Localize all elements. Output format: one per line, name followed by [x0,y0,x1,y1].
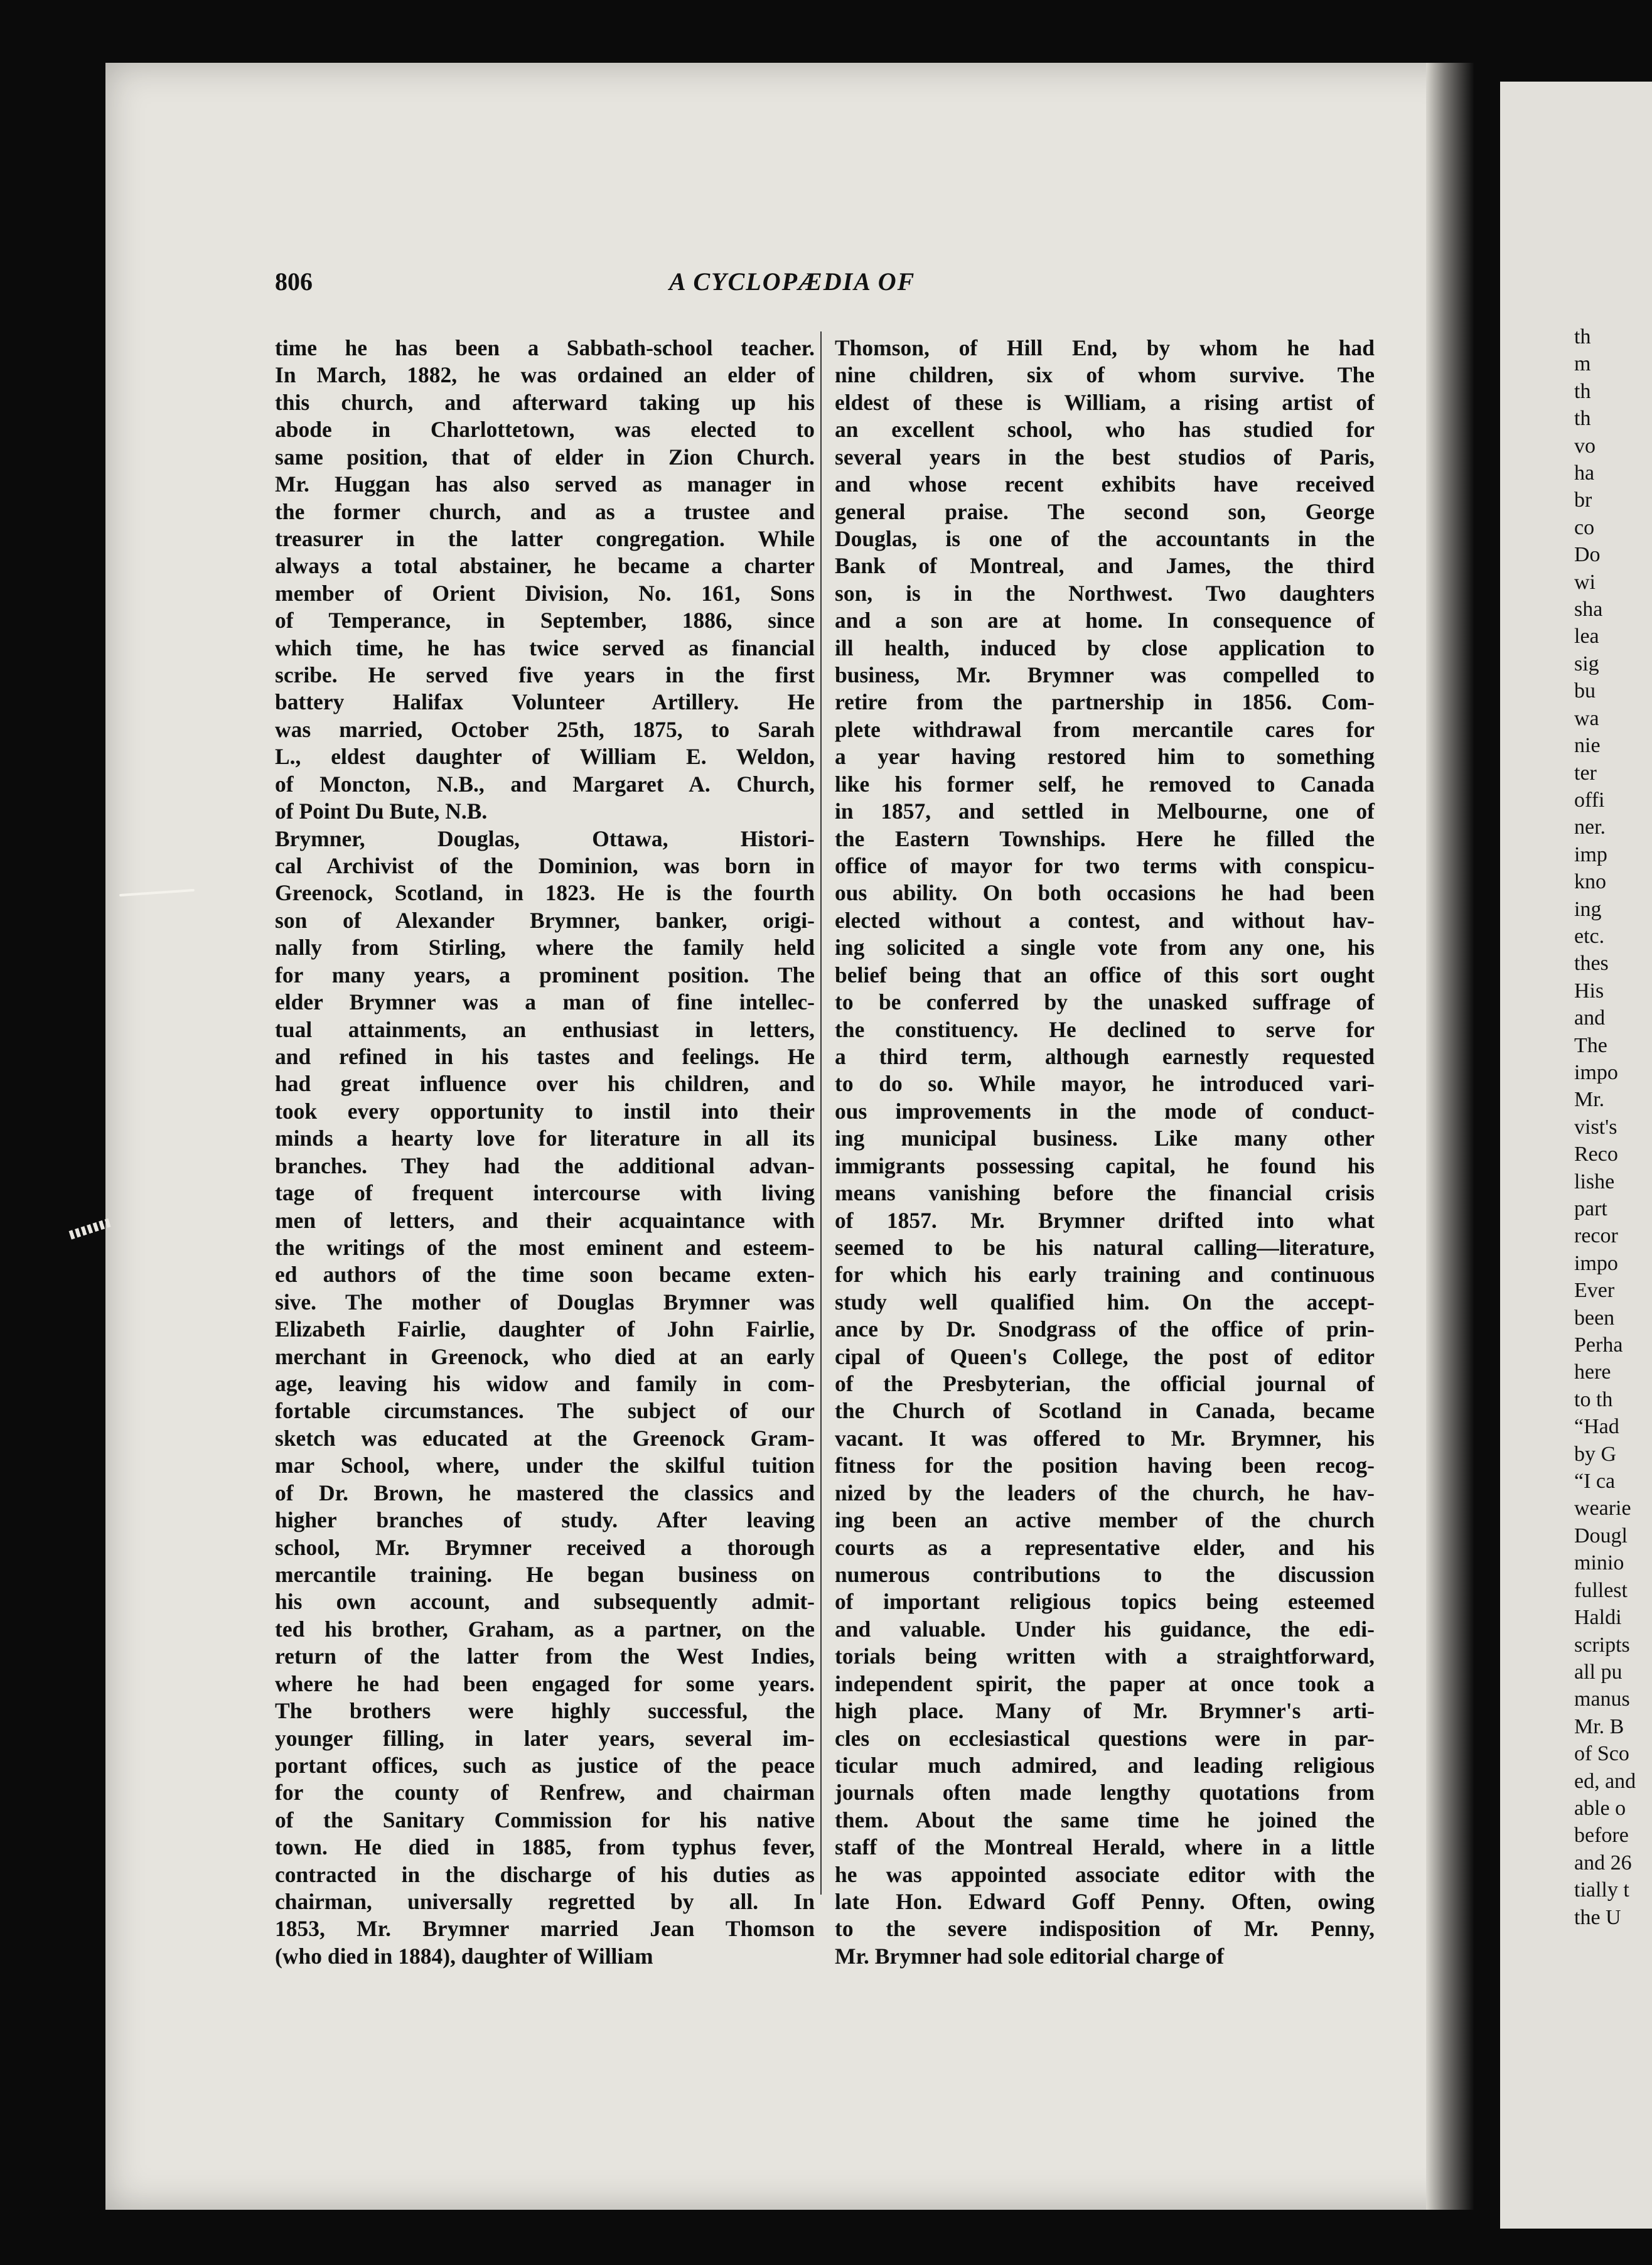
text-line: torials being written with a straightforward, [835,1644,1375,1669]
text-line: cal Archivist of the Dominion, was born in [275,853,815,879]
text-line: for which his early training and continuous [835,1262,1375,1288]
next-page-fragment: Mr. [1574,1088,1605,1112]
text-line: ill health, induced by close application to [835,635,1375,660]
text-line: In March, 1882, he was ordained an elder of [275,362,815,388]
text-line: treasurer in the latter congregation. While [275,525,815,551]
text-line: an excellent school, who has studied for [835,417,1375,443]
next-page-fragment: th [1574,379,1591,403]
next-page-edge [1500,82,1652,2229]
right-text-column [835,335,1375,1970]
next-page-fragment: impo [1574,1060,1618,1084]
next-page-fragment: and [1574,1006,1606,1030]
text-line: for the county of Renfrew, and chairman [275,1780,815,1805]
next-page-fragment: all pu [1574,1660,1622,1684]
text-line: younger filling, in later years, several im- [275,1725,815,1751]
text-line: numerous contributions to the discussion [835,1561,1375,1587]
text-line: the writings of the most eminent and esteem- [275,1234,815,1260]
next-page-fragment: Mr. B [1574,1714,1624,1738]
next-page-fragment: br [1574,488,1592,512]
text-line: portant offices, such as justice of the peace [275,1752,815,1778]
text-line: ous improvements in the mode of conduct- [835,1098,1375,1124]
next-page-fragment: His [1574,979,1604,1003]
text-line: and whose recent exhibits have received [835,471,1375,497]
text-line: staff of the Montreal Herald, where in a little [835,1834,1375,1860]
text-line: Bank of Montreal, and James, the third [835,553,1375,579]
text-line: courts as a representative elder, and his [835,1534,1375,1560]
text-line: (who died in 1884), daughter of William [275,1943,653,1969]
next-page-fragment: impo [1574,1251,1618,1275]
text-line: son of Alexander Brymner, banker, origi- [275,907,815,933]
text-line: took every opportunity to instil into their [275,1098,815,1124]
next-page-fragment: Ever [1574,1279,1615,1303]
text-line: of Temperance, in September, 1886, since [275,608,815,633]
next-page-fragment: ha [1574,461,1595,485]
next-page-fragment: manus [1574,1687,1630,1711]
next-page-fragment: ed, and [1574,1769,1636,1793]
next-page-fragment: and 26 [1574,1851,1632,1875]
text-line: a third term, although earnestly requested [835,1043,1375,1069]
next-page-fragment: th [1574,325,1591,348]
next-page-fragment: part [1574,1197,1607,1220]
next-page-fragment: minio [1574,1551,1624,1575]
text-line: ing been an active member of the church [835,1507,1375,1533]
next-page-fragment: vo [1574,434,1596,458]
text-line: office of mayor for two terms with conspicu- [835,853,1375,879]
next-page-fragment: The [1574,1033,1607,1057]
page-gutter-shadow [1426,63,1474,2210]
text-line: L., eldest daughter of William E. Weldon, [275,744,815,770]
next-page-fragment: etc. [1574,924,1605,948]
text-line: several years in the best studios of Paris, [835,444,1375,470]
text-line: high place. Many of Mr. Brymner's arti- [835,1698,1375,1724]
text-line: town. He died in 1885, from typhus fever, [275,1834,815,1860]
text-line: the Church of Scotland in Canada, became [835,1398,1375,1424]
next-page-fragment: ter [1574,761,1597,785]
text-line: time he has been a Sabbath-school teacher. [275,335,815,360]
next-page-fragment: lea [1574,625,1599,648]
text-line: seemed to be his natural calling—literature, [835,1234,1375,1260]
text-line: tage of frequent intercourse with living [275,1180,815,1206]
next-page-fragment: Do [1574,543,1601,567]
next-page-fragment: sha [1574,598,1603,621]
text-line: his own account, and subsequently admit- [275,1589,815,1615]
text-line: study well qualified him. On the accept- [835,1289,1375,1315]
text-line: contracted in the discharge of his duties as [275,1861,815,1887]
text-line: ted his brother, Graham, as a partner, on the [275,1616,815,1642]
text-line: ticular much admired, and leading religious [835,1752,1375,1778]
text-line: return of the latter from the West Indies, [275,1644,815,1669]
page-number: 806 [275,267,313,296]
next-page-fragment: vist's [1574,1115,1617,1139]
text-line: of important religious topics being esteemed [835,1589,1375,1615]
text-line: had great influence over his children, and [275,1071,815,1097]
text-line: and a son are at home. In consequence of [835,608,1375,633]
text-line: nized by the leaders of the church, he hav- [835,1480,1375,1505]
text-line: plete withdrawal from mercantile cares for [835,716,1375,742]
text-line: to the severe indisposition of Mr. Penny, [835,1916,1375,1942]
text-line: the former church, and as a trustee and [275,498,815,524]
text-line: was married, October 25th, 1875, to Sarah [275,716,815,742]
text-line: a year having restored him to something [835,744,1375,770]
next-page-fragment: here [1574,1360,1611,1384]
text-line: minds a hearty love for literature in all its [275,1126,815,1151]
next-page-fragment: lishe [1574,1170,1615,1193]
text-line: 1853, Mr. Brymner married Jean Thomson [275,1916,815,1942]
text-line: Elizabeth Fairlie, daughter of John Fairlie, [275,1316,815,1342]
next-page-fragment: Perha [1574,1333,1623,1357]
next-page-fragment: wa [1574,706,1599,730]
column-divider [820,331,822,1895]
text-line: Greenock, Scotland, in 1823. He is the fourth [275,880,815,906]
text-line: vacant. It was offered to Mr. Brymner, his [835,1425,1375,1451]
text-line: late Hon. Edward Goff Penny. Often, owing [835,1889,1375,1915]
text-line: the constituency. He declined to serve for [835,1016,1375,1042]
text-line: higher branches of study. After leaving [275,1507,815,1533]
text-line: and refined in his tastes and feelings. He [275,1043,815,1069]
next-page-fragment: imp [1574,842,1607,866]
text-line: mercantile training. He began business on [275,1561,815,1587]
text-line: ing solicited a single vote from any one, his [835,935,1375,960]
left-text-column [275,335,815,1970]
text-line: which time, he has twice served as financial [275,635,815,660]
next-page-fragment: bu [1574,679,1596,703]
text-line: Douglas, is one of the accountants in the [835,525,1375,551]
text-line: he was appointed associate editor with the [835,1861,1375,1887]
next-page-fragment: co [1574,515,1595,539]
next-page-fragment: able o [1574,1796,1626,1820]
text-line: sive. The mother of Douglas Brymner was [275,1289,815,1315]
next-page-fragment: Haldi [1574,1606,1622,1630]
text-line: age, leaving his widow and family in com- [275,1371,815,1397]
text-line: nally from Stirling, where the family held [275,935,815,960]
text-line: them. About the same time he joined the [835,1807,1375,1832]
next-page-fragment: “Had [1574,1415,1619,1439]
text-line: business, Mr. Brymner was compelled to [835,662,1375,688]
next-page-fragment: sig [1574,652,1599,675]
next-page-fragment: offi [1574,788,1605,812]
text-line: same position, that of elder in Zion Church. [275,444,815,470]
text-line: The brothers were highly successful, the [275,1698,815,1724]
text-line: branches. They had the additional advan- [275,1153,815,1178]
next-page-fragment: recor [1574,1224,1618,1248]
text-line: of Moncton, N.B., and Margaret A. Church, [275,771,815,797]
text-line: to do so. While mayor, he introduced vari- [835,1071,1375,1097]
text-line: Mr. Huggan has also served as manager in [275,471,815,497]
text-line: in 1857, and settled in Melbourne, one of [835,799,1375,824]
next-page-fragment: kno [1574,870,1606,894]
next-page-fragment: tially t [1574,1878,1629,1902]
next-page-fragment: been [1574,1306,1615,1330]
text-line: member of Orient Division, No. 161, Sons [275,580,815,606]
text-line: for many years, a prominent position. The [275,962,815,987]
text-line: sketch was educated at the Greenock Gram- [275,1425,815,1451]
text-line: men of letters, and their acquaintance with [275,1207,815,1233]
next-page-fragment: ner. [1574,815,1606,839]
text-line: fitness for the position having been recog- [835,1453,1375,1478]
text-line: nine children, six of whom survive. The [835,362,1375,388]
next-page-fragment: nie [1574,734,1601,758]
text-line: of 1857. Mr. Brymner drifted into what [835,1207,1375,1233]
text-line: battery Halifax Volunteer Artillery. He [275,689,815,715]
text-line: journals often made lengthy quotations from [835,1780,1375,1805]
text-line: the Eastern Townships. Here he filled the [835,826,1375,851]
text-line: abode in Charlottetown, was elected to [275,417,815,443]
text-line: Mr. Brymner had sole editorial charge of [835,1943,1225,1969]
text-line: elder Brymner was a man of fine intellec- [275,989,815,1015]
text-line: elected without a contest, and without hav- [835,907,1375,933]
next-page-fragment: scripts [1574,1633,1630,1657]
next-page-fragment: “I ca [1574,1470,1616,1493]
text-line: ous ability. On both occasions he had been [835,880,1375,906]
text-line: tual attainments, an enthusiast in letters, [275,1016,815,1042]
text-line: general praise. The second son, George [835,498,1375,524]
text-line: and valuable. Under his guidance, the edi- [835,1616,1375,1642]
text-line: Thomson, of Hill End, by whom he had [835,335,1375,360]
text-line: retire from the partnership in 1856. Com- [835,689,1375,715]
text-line: of the Sanitary Commission for his native [275,1807,815,1832]
next-page-fragment: the U [1574,1905,1621,1929]
text-line: scribe. He served five years in the first [275,662,815,688]
page-header [275,267,1370,304]
text-line: cipal of Queen's College, the post of editor [835,1343,1375,1369]
next-page-fragment: to th [1574,1387,1613,1411]
text-line: where he had been engaged for some years. [275,1671,815,1696]
text-line: ed authors of the time soon became exten- [275,1262,815,1288]
next-page-fragment: thes [1574,952,1609,976]
text-line: Brymner, Douglas, Ottawa, Histori- [275,826,815,851]
text-line: cles on ecclesiastical questions were in par- [835,1725,1375,1751]
next-page-fragment: th [1574,407,1591,431]
text-line: independent spirit, the paper at once took a [835,1671,1375,1696]
text-line: ance by Dr. Snodgrass of the office of prin- [835,1316,1375,1342]
next-page-fragment: before [1574,1824,1629,1848]
text-line: to be conferred by the unasked suffrage of [835,989,1375,1015]
next-page-fragment: Reco [1574,1143,1618,1166]
text-line: school, Mr. Brymner received a thorough [275,1534,815,1560]
text-line: of the Presbyterian, the official journal of [835,1371,1375,1397]
next-page-fragment: Dougl [1574,1524,1628,1547]
text-line: always a total abstainer, he became a charter [275,553,815,579]
text-line: ing municipal business. Like many other [835,1126,1375,1151]
next-page-text-fragments [1574,323,1636,1931]
text-line: son, is in the Northwest. Two daughters [835,580,1375,606]
running-title: A CYCLOPÆDIA OF [669,267,916,296]
next-page-fragment: wearie [1574,1497,1631,1520]
next-page-fragment: fullest [1574,1578,1628,1602]
text-line: fortable circumstances. The subject of our [275,1398,815,1424]
next-page-fragment: by G [1574,1442,1617,1466]
text-line: chairman, universally regretted by all. In [275,1889,815,1915]
text-line: like his former self, he removed to Canada [835,771,1375,797]
text-line: belief being that an office of this sort ought [835,962,1375,987]
next-page-fragment: wi [1574,570,1596,594]
text-line: this church, and afterward taking up his [275,389,815,415]
next-page-fragment: of Sco [1574,1742,1629,1766]
next-page-fragment: ing [1574,897,1602,921]
text-line: means vanishing before the financial crisis [835,1180,1375,1206]
text-line: of Dr. Brown, he mastered the classics and [275,1480,815,1505]
text-line: eldest of these is William, a rising artist of [835,389,1375,415]
text-line: merchant in Greenock, who died at an early [275,1343,815,1369]
text-line: of Point Du Bute, N.B. [275,799,488,824]
text-line: mar School, where, under the skilful tuition [275,1453,815,1478]
next-page-fragment: m [1574,352,1591,376]
text-line: immigrants possessing capital, he found his [835,1153,1375,1178]
